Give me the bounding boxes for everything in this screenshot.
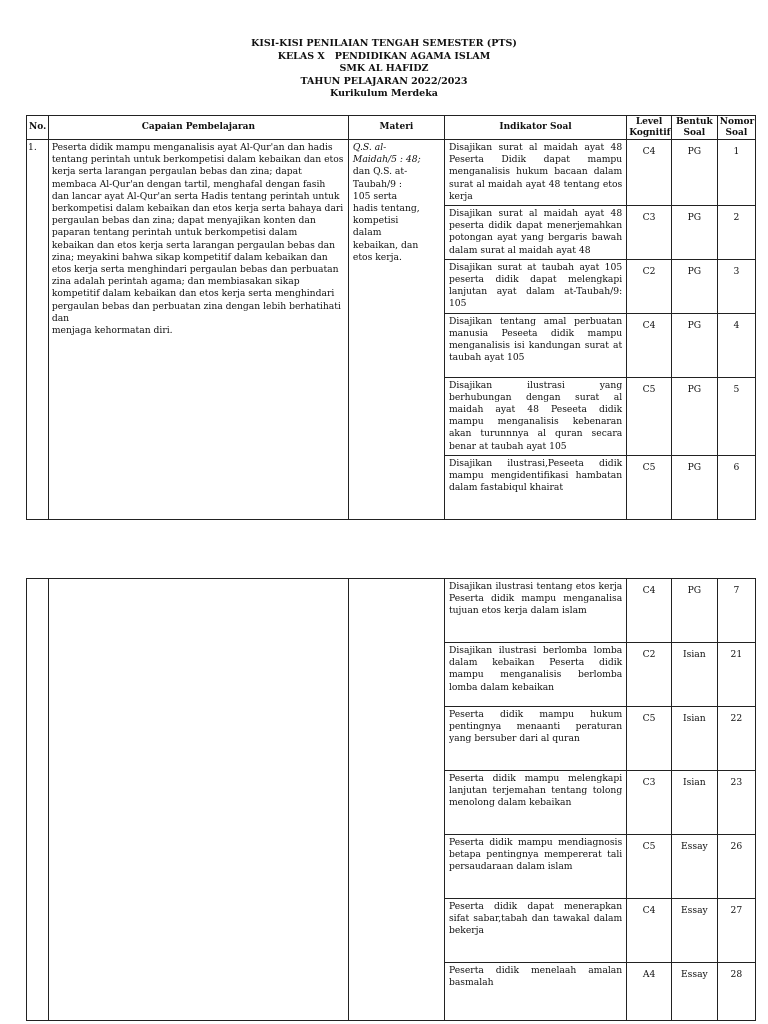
col-header-bentuk: Bentuk Soal: [671, 116, 717, 140]
cell-no: [27, 579, 49, 1021]
cell-bentuk: PG: [671, 455, 717, 519]
col-header-level: Level Kognitif: [627, 116, 672, 140]
cell-nomor: 27: [717, 899, 755, 963]
cell-capaian: [48, 140, 348, 520]
capaian-line: membaca Al-Qur'an dengan tartil, menghafal dengan fasih: [51, 178, 326, 190]
capaian-line: zina; meyakini bahwa sikap kompetitif dalam kebaikan dan: [51, 251, 328, 263]
materi-line: Q.S. al-: [352, 142, 387, 153]
cell-level: C5: [627, 707, 672, 771]
cell-level: C2: [627, 643, 672, 707]
table-header-row: [27, 116, 756, 140]
cell-bentuk: PG: [671, 259, 717, 313]
cell-level: C5: [627, 377, 672, 455]
cell-materi: [348, 579, 444, 1021]
cell-bentuk: PG: [671, 206, 717, 260]
cell-indikator: Peserta didik mampu hukum pentingnya menaanti peraturan yang bersuber dari al quran: [444, 707, 626, 771]
materi-line: 105 serta: [352, 190, 398, 202]
capaian-line: tentang perintah untuk berkompetisi dalam kebaikan dan etos: [51, 154, 344, 166]
doc-school: SMK AL HAFIDZ: [339, 63, 429, 74]
capaian-line: etos kerja serta menghindari pergaulan bebas dan perbuatan: [51, 264, 339, 276]
cell-level: C4: [627, 579, 672, 643]
materi-line: Maidah/5 : 48;: [352, 154, 421, 166]
col-header-nomor: Nomor Soal: [717, 116, 755, 140]
cell-bentuk: Essay: [671, 963, 717, 1021]
capaian-line: pergaulan bebas dan perbuatan zina dengan lebih berhatihati: [51, 300, 341, 312]
capaian-line: menjaga kehormatan diri.: [51, 325, 173, 337]
cell-level: A4: [627, 963, 672, 1021]
cell-nomor: 23: [717, 771, 755, 835]
capaian-line: kerja serta larangan pergaulan bebas dan zina; dapat: [51, 166, 302, 178]
cell-level: C2: [627, 259, 672, 313]
capaian-line: pergaulan bebas dan zina; dapat menyajikan konten dan: [51, 215, 316, 227]
capaian-line: zina adalah perintah agama; dan membiasakan sikap: [51, 276, 300, 288]
cell-bentuk: Essay: [671, 899, 717, 963]
cell-capaian: [48, 579, 348, 1021]
materi-line: etos kerja.: [352, 251, 402, 263]
cell-bentuk: PG: [671, 377, 717, 455]
cell-indikator: Peserta didik menelaah amalan basmalah: [444, 963, 626, 1021]
table-row: [27, 579, 756, 643]
capaian-line: Peserta didik mampu menganalisis ayat Al-Qur'an dan hadis: [51, 142, 333, 153]
table-row: [27, 140, 756, 206]
cell-nomor: 2: [717, 206, 755, 260]
col-header-no: No.: [27, 116, 49, 140]
cell-nomor: 6: [717, 455, 755, 519]
cell-nomor: 26: [717, 835, 755, 899]
doc-curriculum: Kurikulum Merdeka: [330, 88, 438, 99]
capaian-line: dan lancar ayat Al-Qur'an serta Hadis tentang perintah untuk: [51, 190, 340, 202]
cell-level: C3: [627, 771, 672, 835]
cell-indikator: Disajikan ilustrasi tentang etos kerja Peserta didik mampu menganalisa tujuan etos kerja dalam islam: [444, 579, 626, 643]
cell-indikator: Disajikan surat at taubah ayat 105 peserta didik dapat melengkapi lanjutan ayat dalam at-Taubah/9: 105: [444, 259, 626, 313]
cell-indikator: Disajikan ilustrasi berlomba lomba dalam kebaikan Peserta didik mampu menganalisis berlomba lomba dalam kebaikan: [444, 643, 626, 707]
blueprint-table-page1: [26, 115, 756, 520]
col-header-indikator: Indikator Soal: [444, 116, 626, 140]
doc-class-subject: KELAS X PENDIDIKAN AGAMA ISLAM: [277, 50, 491, 62]
capaian-line: paparan tentang perintah untuk berkompetisi dalam: [51, 227, 298, 239]
cell-indikator: Disajikan ilustrasi yang berhubungan dengan surat al maidah ayat 48 Peseeta didik mampu menganalisis kebenaran akan turunnnya al quran secara benar at taubah ayat 105: [444, 377, 626, 455]
blueprint-table-page2: [26, 578, 756, 1021]
cell-nomor: 5: [717, 377, 755, 455]
cell-level: C5: [627, 455, 672, 519]
doc-year: TAHUN PELAJARAN 2022/2023: [300, 75, 468, 87]
cell-level: C4: [627, 140, 672, 206]
cell-bentuk: PG: [671, 579, 717, 643]
cell-indikator: Peserta didik mampu melengkapi lanjutan terjemahan tentang tolong menolong dalam kebaikan: [444, 771, 626, 835]
cell-nomor: 1: [717, 140, 755, 206]
col-header-capaian: Capaian Pembelajaran: [48, 116, 348, 140]
materi-line: Taubah/9 :: [352, 178, 402, 190]
cell-nomor: 7: [717, 579, 755, 643]
cell-indikator: Disajikan ilustrasi,Peseeta didik mampu mengidentifikasi hambatan dalam fastabiqul khairat: [444, 455, 626, 519]
capaian-line: dan: [51, 312, 70, 324]
cell-bentuk: PG: [671, 313, 717, 377]
materi-line: hadis tentang,: [352, 203, 420, 215]
cell-level: C5: [627, 835, 672, 899]
materi-line: dalam: [352, 227, 382, 239]
cell-indikator: Disajikan tentang amal perbuatan manusia Peseeta didik mampu menganalisis isi kandungan surat at taubah ayat 105: [444, 313, 626, 377]
cell-nomor: 22: [717, 707, 755, 771]
cell-nomor: 4: [717, 313, 755, 377]
cell-indikator: Peserta didik mampu mendiagnosis betapa pentingnya mempererat tali persaudaraan dalam islam: [444, 835, 626, 899]
cell-bentuk: PG: [671, 140, 717, 206]
cell-level: C3: [627, 206, 672, 260]
cell-indikator: Disajikan surat al maidah ayat 48 Peserta Didik dapat mampu menganalisis hukum bacaan dalam surat al maidah ayat 48 tentang etos kerja: [444, 140, 626, 206]
cell-level: C4: [627, 899, 672, 963]
cell-bentuk: Isian: [671, 707, 717, 771]
materi-line: dan Q.S. at-: [352, 166, 408, 178]
capaian-line: kebaikan dan etos kerja serta larangan pergaulan bebas dan: [51, 239, 335, 251]
doc-title: KISI-KISI PENILAIAN TENGAH SEMESTER (PTS): [251, 38, 517, 49]
cell-nomor: 3: [717, 259, 755, 313]
cell-bentuk: Essay: [671, 835, 717, 899]
cell-level: C4: [627, 313, 672, 377]
capaian-line: berkompetisi dalam kebaikan dan etos kerja serta bahaya dari: [51, 203, 344, 215]
cell-bentuk: Isian: [671, 771, 717, 835]
cell-materi: [348, 140, 444, 520]
cell-no: 1.: [27, 140, 49, 520]
materi-line: kompetisi: [352, 215, 399, 227]
cell-bentuk: Isian: [671, 643, 717, 707]
materi-line: kebaikan, dan: [352, 239, 419, 251]
cell-nomor: 21: [717, 643, 755, 707]
cell-nomor: 28: [717, 963, 755, 1021]
capaian-line: kompetitif dalam kebaikan dan etos kerja serta menghindari: [51, 288, 335, 300]
cell-indikator: Disajikan surat al maidah ayat 48 peserta didik dapat menerjemahkan potongan ayat yang bergaris bawah dalam surat al maidah ayat 48: [444, 206, 626, 260]
col-header-materi: Materi: [348, 116, 444, 140]
cell-indikator: Peserta didik dapat menerapkan sifat sabar,tabah dan tawakal dalam bekerja: [444, 899, 626, 963]
document-header: [0, 38, 768, 101]
